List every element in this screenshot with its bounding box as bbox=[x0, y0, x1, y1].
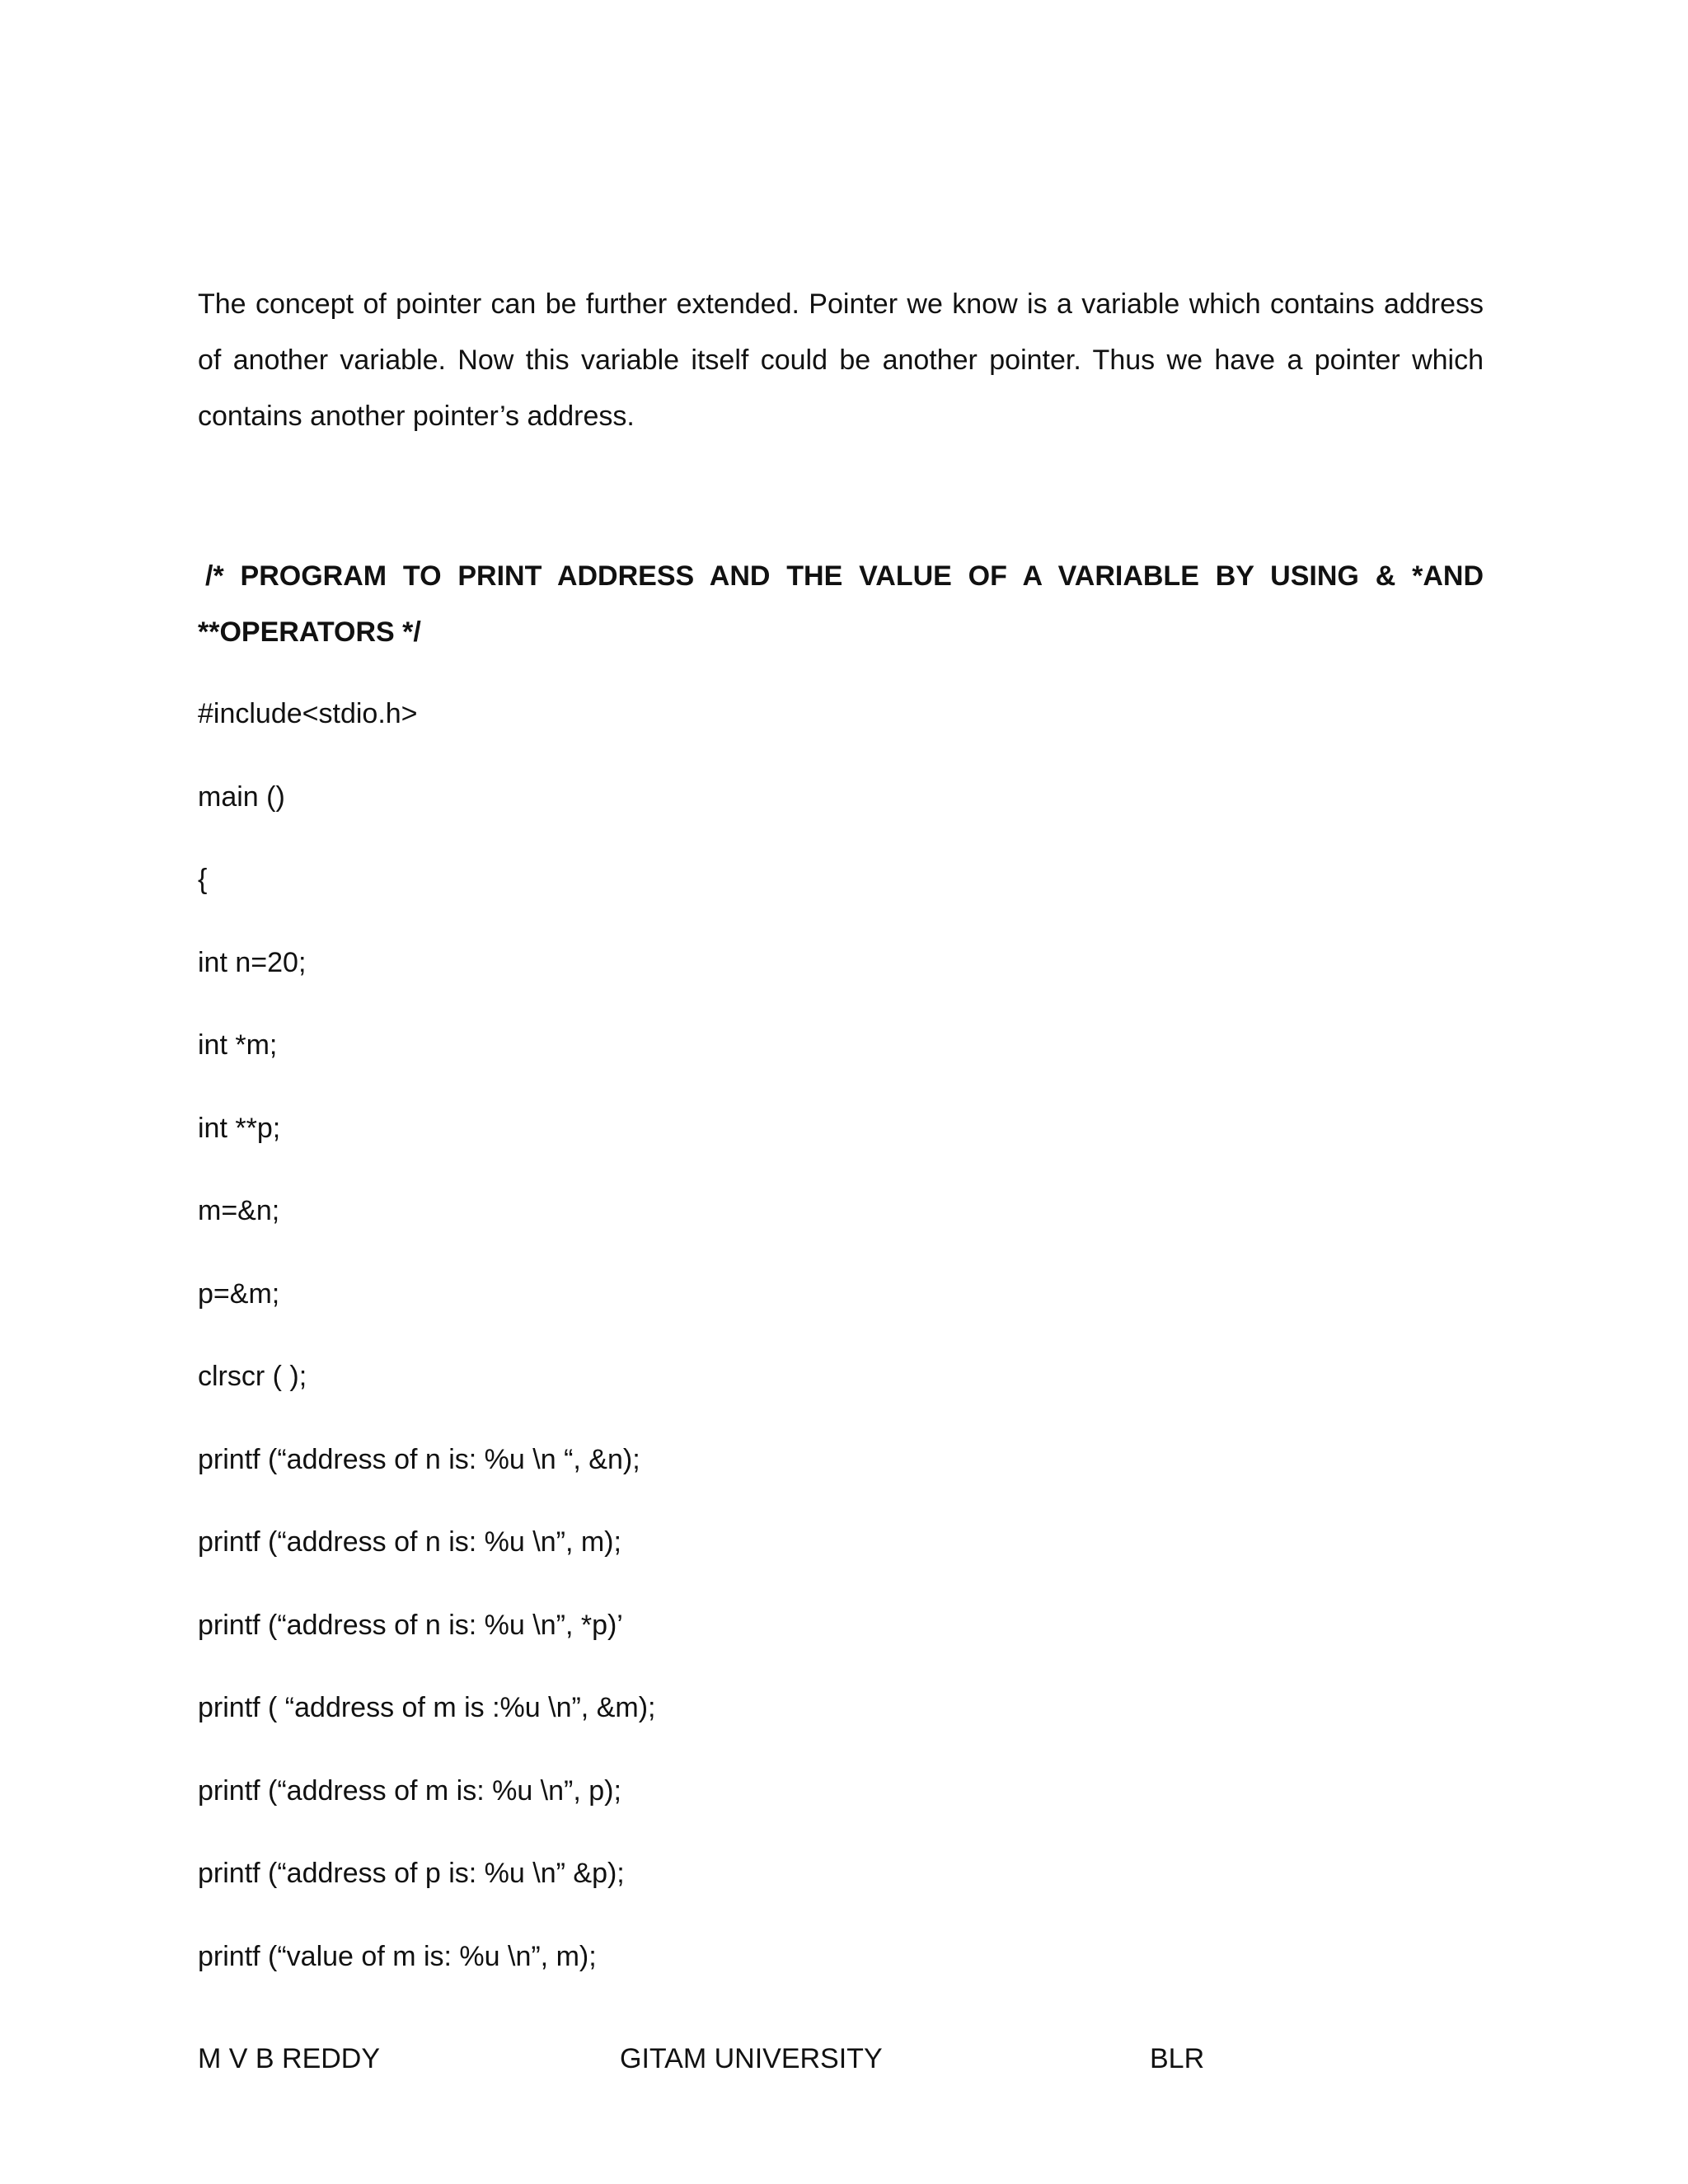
code-line: int *m; bbox=[198, 1029, 278, 1061]
code-line: clrscr ( ); bbox=[198, 1361, 307, 1392]
footer-university: GITAM UNIVERSITY bbox=[620, 2043, 883, 2074]
code-line: printf ( “address of m is :%u \n”, &m); bbox=[198, 1692, 656, 1723]
code-line: #include<stdio.h> bbox=[198, 698, 418, 729]
footer-author: M V B REDDY bbox=[198, 2043, 381, 2074]
code-line: printf (“address of m is: %u \n”, p); bbox=[198, 1774, 621, 1807]
footer-location: BLR bbox=[1150, 2043, 1205, 2074]
code-line: main () bbox=[198, 780, 285, 813]
code-line: { bbox=[198, 864, 208, 895]
code-line: printf (“address of p is: %u \n” &p); bbox=[198, 1858, 625, 1889]
code-line: m=&n; bbox=[198, 1195, 280, 1226]
code-listing bbox=[198, 689, 655, 2014]
code-line: printf (“address of n is: %u \n “, &n); bbox=[198, 1443, 640, 1475]
code-line: printf (“address of n is: %u \n”, *p)’ bbox=[198, 1609, 623, 1641]
code-line: printf (“value of m is: %u \n”, m); bbox=[198, 1940, 597, 1972]
intro-paragraph: The concept of pointer can be further extended. Pointer we know is a variable which contains address of another variable. Now this variable itself could be another pointer. Thus we have a pointer which contains another pointer’s address. bbox=[198, 288, 1484, 432]
program-heading bbox=[198, 548, 1484, 660]
code-line: p=&m; bbox=[198, 1277, 280, 1310]
code-line: int n=20; bbox=[198, 946, 307, 978]
program-heading-text: /* PROGRAM TO PRINT ADDRESS AND THE VALUE OF A VARIABLE BY USING & *AND **OPERATORS */ bbox=[198, 560, 1484, 648]
code-line: int **p; bbox=[198, 1112, 281, 1144]
code-line: printf (“address of n is: %u \n”, m); bbox=[198, 1526, 621, 1558]
